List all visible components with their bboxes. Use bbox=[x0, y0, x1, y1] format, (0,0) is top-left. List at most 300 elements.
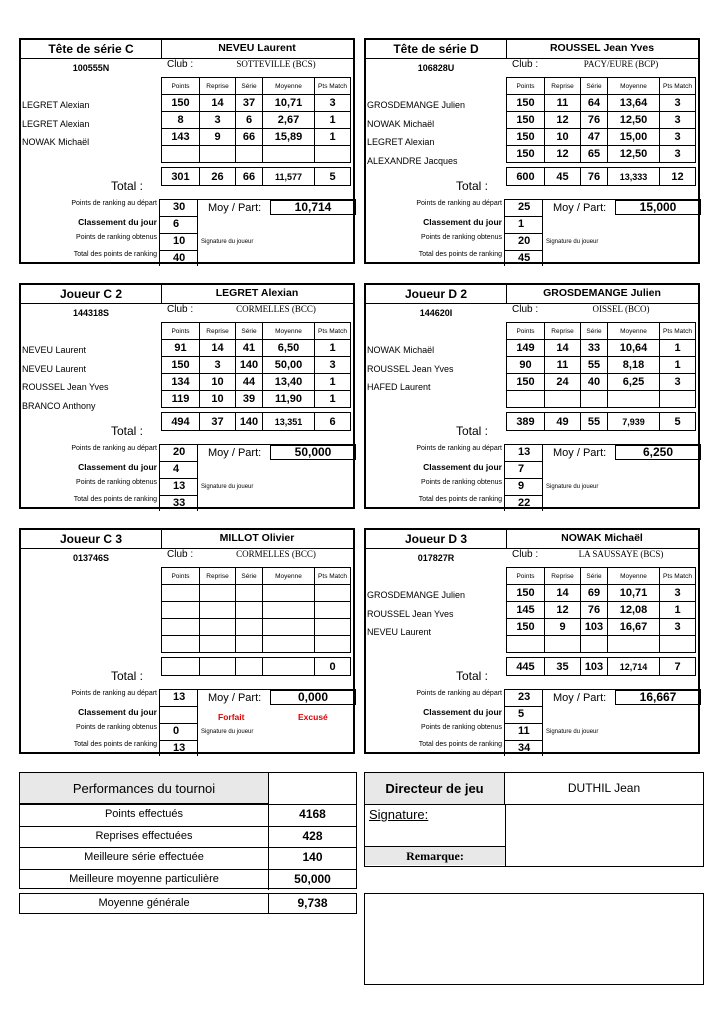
rk-obtenus-value: 9 bbox=[518, 480, 525, 492]
classement-label: Classement du jour bbox=[78, 217, 157, 227]
table-row bbox=[507, 602, 696, 619]
classement-value: 7 bbox=[518, 463, 525, 475]
signature-area[interactable] bbox=[505, 805, 703, 866]
total-rep: 45 bbox=[545, 168, 581, 186]
opponent-name: NEVEU Laurent bbox=[22, 345, 87, 355]
column-header: Points bbox=[507, 568, 545, 585]
cell-pm bbox=[660, 391, 696, 408]
rk-total-value: 40 bbox=[173, 252, 186, 264]
opponent-name: ROUSSEL Jean Yves bbox=[22, 382, 109, 392]
total-label: Total : bbox=[456, 669, 489, 683]
table-row bbox=[162, 112, 351, 129]
total-pts bbox=[162, 658, 200, 676]
cell-moy: 6,50 bbox=[263, 340, 315, 357]
cell-pm bbox=[315, 636, 351, 653]
classement-label: Classement du jour bbox=[423, 707, 502, 717]
cell-rep: 24 bbox=[545, 374, 581, 391]
total-ser: 66 bbox=[236, 168, 263, 186]
performance-row bbox=[20, 869, 356, 891]
results-table bbox=[161, 322, 351, 431]
rk-total-value: 45 bbox=[518, 252, 531, 264]
moy-part-label: Moy / Part: bbox=[553, 692, 607, 704]
column-header: Pts Match bbox=[315, 78, 351, 95]
cell-pm: 3 bbox=[315, 95, 351, 112]
signature-label: Signature du joueur bbox=[546, 729, 599, 735]
cell-ser: 33 bbox=[581, 340, 608, 357]
cell-ser: 55 bbox=[581, 357, 608, 374]
column-header: Pts Match bbox=[660, 78, 696, 95]
signature-label: Signature du joueur bbox=[201, 729, 254, 735]
column-header: Reprise bbox=[200, 568, 236, 585]
performance-value: 140 bbox=[302, 850, 323, 864]
cell-pm: 1 bbox=[660, 357, 696, 374]
rk-obtenus-value: 0 bbox=[173, 725, 180, 737]
rk-depart-value: 23 bbox=[518, 691, 531, 703]
player-card bbox=[364, 38, 700, 264]
player-name: LEGRET Alexian bbox=[215, 287, 299, 299]
performances-title: Performances du tournoi bbox=[20, 773, 269, 804]
performance-label: Points effectués bbox=[20, 805, 269, 826]
directeur-name: DUTHIL Jean bbox=[505, 773, 703, 805]
column-header: Reprise bbox=[545, 78, 581, 95]
rk-obtenus-label: Points de ranking obtenus bbox=[421, 479, 502, 486]
opponent-name: HAFED Laurent bbox=[367, 382, 431, 392]
cell-rep: 9 bbox=[545, 619, 581, 636]
opponent-name: GROSDEMANGE Julien bbox=[367, 590, 466, 600]
opponent-name: NOWAK Michaël bbox=[367, 118, 435, 129]
classement-label: Classement du jour bbox=[78, 462, 157, 472]
cell-ser bbox=[236, 619, 263, 636]
rk-depart-label: Points de ranking au départ bbox=[71, 200, 157, 207]
total-pts: 301 bbox=[162, 168, 200, 186]
cell-moy: 50,00 bbox=[263, 357, 315, 374]
total-pts: 600 bbox=[507, 168, 545, 186]
performance-value: 428 bbox=[302, 828, 323, 843]
player-name: NOWAK Michaël bbox=[561, 532, 643, 544]
total-ser: 55 bbox=[581, 413, 608, 431]
total-label: Total : bbox=[111, 179, 144, 193]
cell-pm: 3 bbox=[660, 374, 696, 391]
cell-pts: 150 bbox=[507, 374, 545, 391]
license-number: 106828U bbox=[417, 63, 455, 73]
cell-pts bbox=[162, 146, 200, 163]
cell-pts: 150 bbox=[507, 146, 545, 163]
rk-total-label: Total des points de ranking bbox=[418, 496, 502, 503]
cell-pm: 3 bbox=[660, 619, 696, 636]
table-row bbox=[507, 146, 696, 163]
total-moy: 13,351 bbox=[263, 413, 315, 431]
cell-pm: 3 bbox=[660, 95, 696, 112]
moy-part-value: 50,000 bbox=[270, 445, 356, 460]
player-role: Joueur C 2 bbox=[21, 285, 162, 303]
table-row bbox=[162, 585, 351, 602]
column-header: Points bbox=[162, 323, 200, 340]
player-card bbox=[19, 38, 355, 264]
total-label: Total : bbox=[111, 424, 144, 438]
cell-pts: 91 bbox=[162, 340, 200, 357]
performances-panel bbox=[19, 772, 357, 889]
total-moy: 11,577 bbox=[263, 168, 315, 186]
column-header: Moyenne bbox=[263, 568, 315, 585]
cell-rep: 14 bbox=[545, 585, 581, 602]
cell-pm: 3 bbox=[660, 146, 696, 163]
cell-ser: 47 bbox=[581, 129, 608, 146]
performance-label: Meilleure série effectuée bbox=[20, 848, 269, 869]
cell-ser: 37 bbox=[236, 95, 263, 112]
moy-part-label: Moy / Part: bbox=[208, 202, 262, 214]
table-row bbox=[162, 95, 351, 112]
signature-label: Signature du joueur bbox=[201, 239, 254, 245]
opponent-name: LEGRET Alexian bbox=[22, 100, 90, 110]
moy-part-label: Moy / Part: bbox=[553, 202, 607, 214]
license-number: 013746S bbox=[72, 553, 110, 563]
moy-part-value: 15,000 bbox=[615, 200, 701, 215]
cell-moy bbox=[263, 602, 315, 619]
classement-value: 4 bbox=[173, 463, 180, 475]
opponent-name: BRANCO Anthony bbox=[22, 400, 96, 411]
total-row bbox=[507, 168, 696, 186]
table-row bbox=[162, 619, 351, 636]
rk-depart-label: Points de ranking au départ bbox=[416, 690, 502, 697]
table-row bbox=[162, 146, 351, 163]
cell-pm: 3 bbox=[660, 129, 696, 146]
cell-pm bbox=[315, 602, 351, 619]
table-row bbox=[507, 357, 696, 374]
cell-pts: 119 bbox=[162, 391, 200, 408]
cell-moy: 10,64 bbox=[608, 340, 660, 357]
column-header: Série bbox=[236, 78, 263, 95]
cell-ser: 6 bbox=[236, 112, 263, 129]
moyenne-generale-panel bbox=[19, 893, 357, 914]
column-header: Pts Match bbox=[315, 568, 351, 585]
classement-label: Classement du jour bbox=[78, 707, 157, 717]
table-row bbox=[507, 129, 696, 146]
table-row bbox=[162, 374, 351, 391]
club-label: Club : bbox=[167, 549, 194, 560]
total-rep: 37 bbox=[200, 413, 236, 431]
cell-ser: 65 bbox=[581, 146, 608, 163]
cell-rep bbox=[545, 391, 581, 408]
cell-moy: 12,50 bbox=[608, 112, 660, 129]
opponent-name: NOWAK Michaël bbox=[367, 345, 435, 355]
license-number: 144620I bbox=[419, 308, 453, 318]
performance-row bbox=[20, 804, 356, 826]
cell-ser: 76 bbox=[581, 112, 608, 129]
cell-ser: 44 bbox=[236, 374, 263, 391]
column-header: Reprise bbox=[200, 78, 236, 95]
total-moy: 12,714 bbox=[608, 658, 660, 676]
total-moy: 13,333 bbox=[608, 168, 660, 186]
cell-pts bbox=[162, 602, 200, 619]
performance-value: 4168 bbox=[299, 807, 326, 821]
license-number: 100555N bbox=[72, 63, 110, 73]
cell-moy: 6,25 bbox=[608, 374, 660, 391]
cell-rep: 10 bbox=[200, 391, 236, 408]
total-pm: 5 bbox=[660, 413, 696, 431]
player-card bbox=[19, 283, 355, 509]
signature-label: Signature: bbox=[369, 807, 429, 822]
cell-rep: 9 bbox=[200, 129, 236, 146]
performance-label: Reprises effectuées bbox=[20, 827, 269, 848]
column-header: Moyenne bbox=[263, 78, 315, 95]
table-row bbox=[162, 636, 351, 653]
rk-obtenus-value: 11 bbox=[518, 725, 530, 737]
cell-pts: 143 bbox=[162, 129, 200, 146]
cell-pm: 1 bbox=[315, 391, 351, 408]
forfait-label: Forfait bbox=[218, 712, 245, 722]
total-moy: 7,939 bbox=[608, 413, 660, 431]
column-header: Points bbox=[507, 323, 545, 340]
column-header: Moyenne bbox=[608, 568, 660, 585]
cell-rep: 10 bbox=[200, 374, 236, 391]
player-name: ROUSSEL Jean Yves bbox=[549, 42, 655, 54]
table-row bbox=[507, 585, 696, 602]
cell-pts bbox=[162, 619, 200, 636]
cell-ser: 66 bbox=[236, 129, 263, 146]
opponent-name: ROUSSEL Jean Yves bbox=[367, 363, 454, 374]
license-number: 144318S bbox=[72, 308, 110, 318]
column-header: Moyenne bbox=[263, 323, 315, 340]
cell-pm: 3 bbox=[315, 357, 351, 374]
signature-label: Signature du joueur bbox=[201, 484, 254, 490]
club-label: Club : bbox=[512, 304, 539, 315]
rk-obtenus-label: Points de ranking obtenus bbox=[76, 479, 157, 486]
total-moy bbox=[263, 658, 315, 676]
column-header: Pts Match bbox=[660, 323, 696, 340]
table-row bbox=[162, 391, 351, 408]
cell-pm bbox=[315, 585, 351, 602]
cell-rep: 14 bbox=[545, 340, 581, 357]
total-rep: 26 bbox=[200, 168, 236, 186]
results-table bbox=[161, 77, 351, 186]
cell-pm: 3 bbox=[660, 112, 696, 129]
cell-pts: 150 bbox=[507, 585, 545, 602]
total-ser: 140 bbox=[236, 413, 263, 431]
club-name: CORMELLES (BCC) bbox=[236, 549, 316, 559]
rk-total-value: 22 bbox=[518, 497, 531, 509]
cell-moy bbox=[608, 636, 660, 653]
results-table bbox=[506, 77, 696, 186]
column-header: Moyenne bbox=[608, 78, 660, 95]
club-name: SOTTEVILLE (BCS) bbox=[236, 59, 316, 69]
moyenne-generale-label: Moyenne générale bbox=[20, 894, 269, 913]
rk-obtenus-label: Points de ranking obtenus bbox=[76, 234, 157, 241]
table-row bbox=[162, 340, 351, 357]
rk-depart-value: 25 bbox=[518, 201, 531, 213]
cell-pm: 1 bbox=[660, 340, 696, 357]
table-row bbox=[507, 619, 696, 636]
directeur-panel bbox=[364, 772, 704, 867]
cell-pts: 150 bbox=[507, 129, 545, 146]
cell-pts: 145 bbox=[507, 602, 545, 619]
rk-obtenus-label: Points de ranking obtenus bbox=[421, 724, 502, 731]
club-label: Club : bbox=[512, 549, 539, 560]
table-row bbox=[507, 112, 696, 129]
cell-moy bbox=[263, 146, 315, 163]
cell-ser: 40 bbox=[581, 374, 608, 391]
rk-depart-label: Points de ranking au départ bbox=[416, 445, 502, 452]
signature-label: Signature du joueur bbox=[546, 484, 599, 490]
cell-ser: 76 bbox=[581, 602, 608, 619]
cell-moy bbox=[608, 391, 660, 408]
cell-pts: 90 bbox=[507, 357, 545, 374]
column-header: Reprise bbox=[200, 323, 236, 340]
column-header: Série bbox=[581, 78, 608, 95]
cell-ser bbox=[581, 391, 608, 408]
cell-rep: 12 bbox=[545, 112, 581, 129]
cell-rep: 14 bbox=[200, 95, 236, 112]
cell-ser bbox=[236, 585, 263, 602]
performance-row bbox=[20, 826, 356, 848]
rk-obtenus-label: Points de ranking obtenus bbox=[421, 234, 502, 241]
total-pts: 494 bbox=[162, 413, 200, 431]
cell-moy bbox=[263, 636, 315, 653]
cell-rep bbox=[200, 636, 236, 653]
cell-pts bbox=[162, 585, 200, 602]
cell-rep bbox=[200, 602, 236, 619]
cell-pts: 150 bbox=[507, 112, 545, 129]
results-table bbox=[506, 567, 696, 676]
table-row bbox=[507, 95, 696, 112]
table-row bbox=[507, 636, 696, 653]
moy-part-label: Moy / Part: bbox=[208, 447, 262, 459]
table-row bbox=[162, 129, 351, 146]
opponent-name: ALEXANDRE Jacques bbox=[367, 155, 458, 166]
column-header: Pts Match bbox=[315, 323, 351, 340]
rk-total-label: Total des points de ranking bbox=[73, 741, 157, 748]
column-header: Reprise bbox=[545, 323, 581, 340]
cell-moy: 13,64 bbox=[608, 95, 660, 112]
rk-obtenus-value: 13 bbox=[173, 480, 186, 492]
table-row bbox=[162, 357, 351, 374]
cell-rep: 3 bbox=[200, 357, 236, 374]
table-row bbox=[507, 374, 696, 391]
classement-label: Classement du jour bbox=[423, 217, 502, 227]
rk-total-label: Total des points de ranking bbox=[418, 251, 502, 258]
total-ser: 76 bbox=[581, 168, 608, 186]
cell-rep: 14 bbox=[200, 340, 236, 357]
cell-ser: 69 bbox=[581, 585, 608, 602]
column-header: Moyenne bbox=[608, 323, 660, 340]
total-label: Total : bbox=[456, 424, 489, 438]
cell-moy: 15,00 bbox=[608, 129, 660, 146]
total-row bbox=[162, 413, 351, 431]
total-ser bbox=[236, 658, 263, 676]
cell-rep: 11 bbox=[545, 95, 581, 112]
cell-ser: 140 bbox=[236, 357, 263, 374]
cell-pts: 150 bbox=[507, 619, 545, 636]
opponent-name: NOWAK Michaël bbox=[22, 137, 90, 147]
moy-part-value: 16,667 bbox=[615, 690, 701, 705]
rk-depart-value: 30 bbox=[173, 201, 186, 213]
rk-depart-label: Points de ranking au départ bbox=[416, 200, 502, 207]
opponent-name: GROSDEMANGE Julien bbox=[367, 100, 466, 110]
opponent-name: LEGRET Alexian bbox=[367, 137, 435, 147]
player-card bbox=[19, 528, 355, 754]
cell-pts bbox=[507, 391, 545, 408]
player-card bbox=[364, 283, 700, 509]
results-table bbox=[161, 567, 351, 676]
column-header: Points bbox=[507, 78, 545, 95]
total-rep: 35 bbox=[545, 658, 581, 676]
remarque-box[interactable] bbox=[364, 893, 704, 985]
excuse-label: Excusé bbox=[298, 712, 328, 722]
rk-obtenus-label: Points de ranking obtenus bbox=[76, 724, 157, 731]
cell-rep: 12 bbox=[545, 146, 581, 163]
cell-pts bbox=[162, 636, 200, 653]
cell-moy: 11,90 bbox=[263, 391, 315, 408]
moyenne-generale-value: 9,738 bbox=[297, 896, 328, 910]
cell-pts: 150 bbox=[162, 95, 200, 112]
cell-moy: 8,18 bbox=[608, 357, 660, 374]
player-name: GROSDEMANGE Julien bbox=[543, 287, 661, 299]
cell-ser bbox=[236, 146, 263, 163]
player-card bbox=[364, 528, 700, 754]
cell-pts: 134 bbox=[162, 374, 200, 391]
performance-row bbox=[20, 847, 356, 869]
rk-total-value: 33 bbox=[173, 497, 186, 509]
cell-pm bbox=[315, 146, 351, 163]
club-name: PACY/EURE (BCP) bbox=[583, 59, 659, 69]
cell-moy bbox=[263, 585, 315, 602]
player-role: Joueur C 3 bbox=[21, 530, 162, 548]
rk-depart-value: 20 bbox=[173, 446, 186, 458]
column-header: Reprise bbox=[545, 568, 581, 585]
cell-moy: 13,40 bbox=[263, 374, 315, 391]
cell-pm: 1 bbox=[315, 129, 351, 146]
classement-value: 5 bbox=[518, 708, 525, 720]
cell-moy: 12,50 bbox=[608, 146, 660, 163]
opponent-name: NEVEU Laurent bbox=[22, 363, 87, 374]
classement-value: 1 bbox=[518, 218, 525, 230]
moy-part-value: 10,714 bbox=[270, 200, 356, 215]
cell-moy: 16,67 bbox=[608, 619, 660, 636]
player-role: Joueur D 2 bbox=[366, 285, 507, 303]
total-pts: 389 bbox=[507, 413, 545, 431]
cell-ser bbox=[581, 636, 608, 653]
total-ser: 103 bbox=[581, 658, 608, 676]
cell-rep: 11 bbox=[545, 357, 581, 374]
rk-total-value: 13 bbox=[173, 742, 186, 754]
cell-pm bbox=[660, 636, 696, 653]
cell-pm bbox=[315, 619, 351, 636]
club-label: Club : bbox=[512, 59, 539, 70]
total-pm: 6 bbox=[315, 413, 351, 431]
rk-obtenus-value: 10 bbox=[173, 235, 186, 247]
total-row bbox=[162, 658, 351, 676]
club-label: Club : bbox=[167, 59, 194, 70]
cell-pm: 3 bbox=[660, 585, 696, 602]
table-row bbox=[162, 602, 351, 619]
cell-moy: 2,67 bbox=[263, 112, 315, 129]
cell-pts bbox=[507, 636, 545, 653]
player-role: Tête de série C bbox=[21, 40, 162, 58]
total-pm: 7 bbox=[660, 658, 696, 676]
cell-ser: 39 bbox=[236, 391, 263, 408]
total-pts: 445 bbox=[507, 658, 545, 676]
cell-rep: 12 bbox=[545, 602, 581, 619]
cell-rep bbox=[545, 636, 581, 653]
cell-rep bbox=[200, 619, 236, 636]
column-header: Série bbox=[236, 323, 263, 340]
cell-pts: 150 bbox=[507, 95, 545, 112]
moy-part-label: Moy / Part: bbox=[553, 447, 607, 459]
remarque-label: Remarque: bbox=[365, 846, 505, 865]
rk-obtenus-value: 20 bbox=[518, 235, 531, 247]
cell-ser bbox=[236, 636, 263, 653]
total-row bbox=[507, 413, 696, 431]
cell-rep: 3 bbox=[200, 112, 236, 129]
